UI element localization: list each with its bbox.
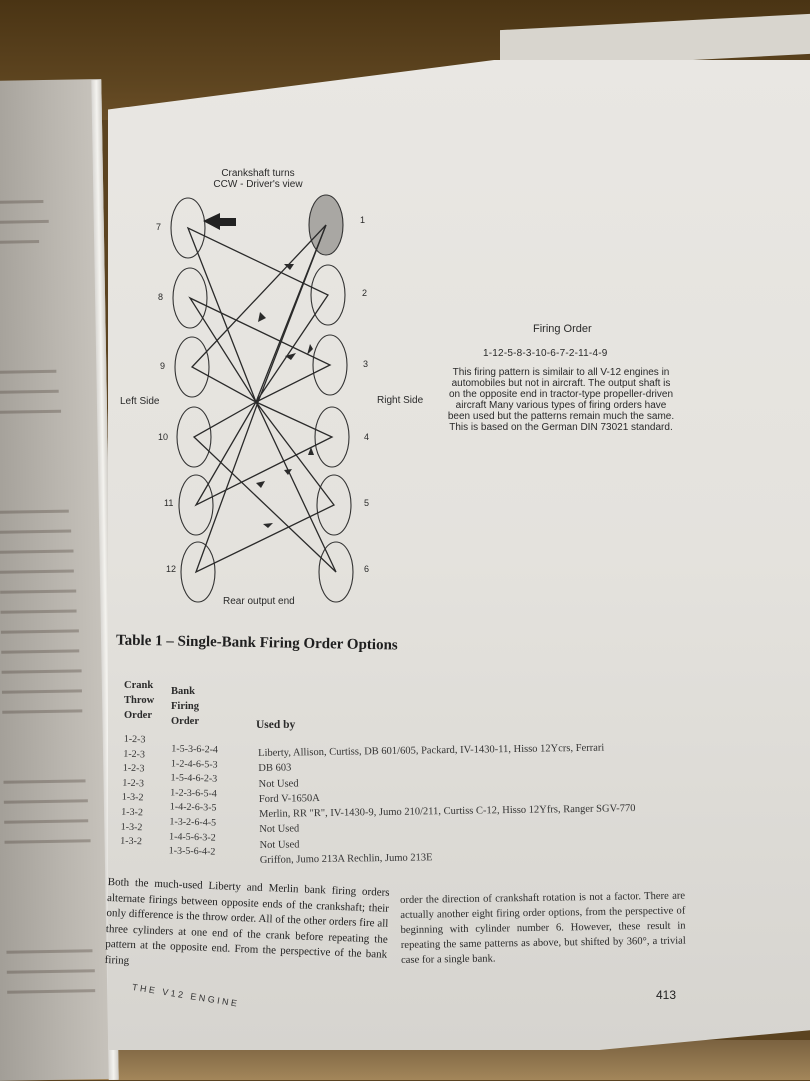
table-cell: DB 603 [258,762,292,775]
cylinder-label-2: 2 [362,288,368,298]
header-bank-firing-order: Bank Firing Order [171,686,199,727]
diagram-title-line2: CCW - Driver's view [213,179,303,190]
cylinder-label-9: 9 [160,361,166,371]
table-cell: 1-2-3-6-5-4 [170,787,218,800]
rear-output-label: Rear output end [223,596,295,607]
firing-order-note: This firing pattern is similair to all V-12 engines in automobiles but not in aircraft. The output shaft is on the opposite end in tractor-type propeller-driven aircraft Many various types of firing orders have been used but the patterns remain much the same. This is based on the German DIN 73021 standard. [447,367,675,433]
table-cell: Not Used [259,823,300,836]
table-cell: Not Used [258,777,299,790]
table-cell: 1-2-3 [123,733,146,746]
cylinder-label-10: 10 [158,432,169,442]
cylinder-label-5: 5 [364,498,370,508]
crank-throw-column [120,733,146,850]
table-cell: Merlin, RR "R", IV-1430-9, Jumo 210/211, Curtiss C-12, Hisso 12Yfrs, Ranger SGV-770 [258,803,636,821]
firing-order-sequence: 1-12-5-8-3-10-6-7-2-11-4-9 [483,348,608,359]
header-used-by: Used by [256,719,296,731]
cylinder-label-12: 12 [166,564,177,574]
running-head: THE V12 ENGINE [131,982,241,1009]
cylinder-label-11: 11 [164,498,174,508]
firing-order-title: Firing Order [533,323,592,335]
cylinder-label-6: 6 [364,564,370,574]
cylinder-label-3: 3 [363,359,369,369]
page-number: 413 [656,988,677,1002]
table-cell: 1-4-5-6-3-2 [168,830,216,844]
table-cell: Liberty, Allison, Curtiss, DB 601/605, Packard, IV-1430-11, Hisso 12Ycrs, Ferrari [258,742,605,759]
table-cell: 1-2-3 [122,777,145,790]
left-side-label: Left Side [120,396,160,407]
page-content [104,60,810,1050]
cylinder-label-4: 4 [364,432,370,442]
table-cell: 1-2-4-6-5-3 [170,757,218,771]
table-cell: 1-2-3 [123,748,146,760]
table-cell: 1-5-4-6-2-3 [170,772,218,785]
used-by-column [258,740,636,868]
table-cell: 1-3-5-6-4-2 [168,845,216,858]
table-cell: 1-3-2 [120,835,143,848]
header-crank-throw-order: Crank Throw Order [124,680,155,721]
table-cell: 1-2-3 [122,762,145,775]
bank-firing-column [168,742,218,860]
firing-order-diagram [108,60,448,620]
table-cell: 1-4-2-6-3-5 [169,801,217,814]
cylinder-label-1: 1 [360,215,366,225]
table-cell: 1-3-2-6-4-5 [169,816,217,829]
cylinder-label-8: 8 [158,292,164,302]
table-title: Table 1 – Single-Bank Firing Order Options [115,632,398,654]
table-cell: 1-5-3-6-2-4 [171,743,219,756]
body-text-left-column: Both the much-used Liberty and Merlin bank firing orders alternate firings between opposite ends of the crankshaft; their only difference is the throw order. All of the other orders fire all three cylinders at one end of the crank before repeating the pattern at the opposite end. From the perspective of the bank firing [104,875,390,967]
right-side-label: Right Side [377,395,424,406]
cylinder-label-7: 7 [156,222,162,232]
table-cell: Griffon, Jumo 213A Rechlin, Jumo 213E [259,852,433,867]
diagram-title-line1: Crankshaft turns [221,168,295,179]
table-cell: Ford V-1650A [258,792,320,805]
table-cell: 1-3-2 [120,821,143,833]
table-cell: 1-3-2 [121,791,144,804]
table-cell: 1-3-2 [121,806,144,819]
body-text-right-column: order the direction of crankshaft rotation is not a factor. There are actually another eight firing order options, from the perspective of beginning with cylinder number 6. However, these result in repeating the same patterns as above, but shifted by 360°, a trivial case for a single bank. [400,890,686,966]
rotation-arrow-icon [203,213,236,230]
table-cell: Not Used [259,839,300,851]
